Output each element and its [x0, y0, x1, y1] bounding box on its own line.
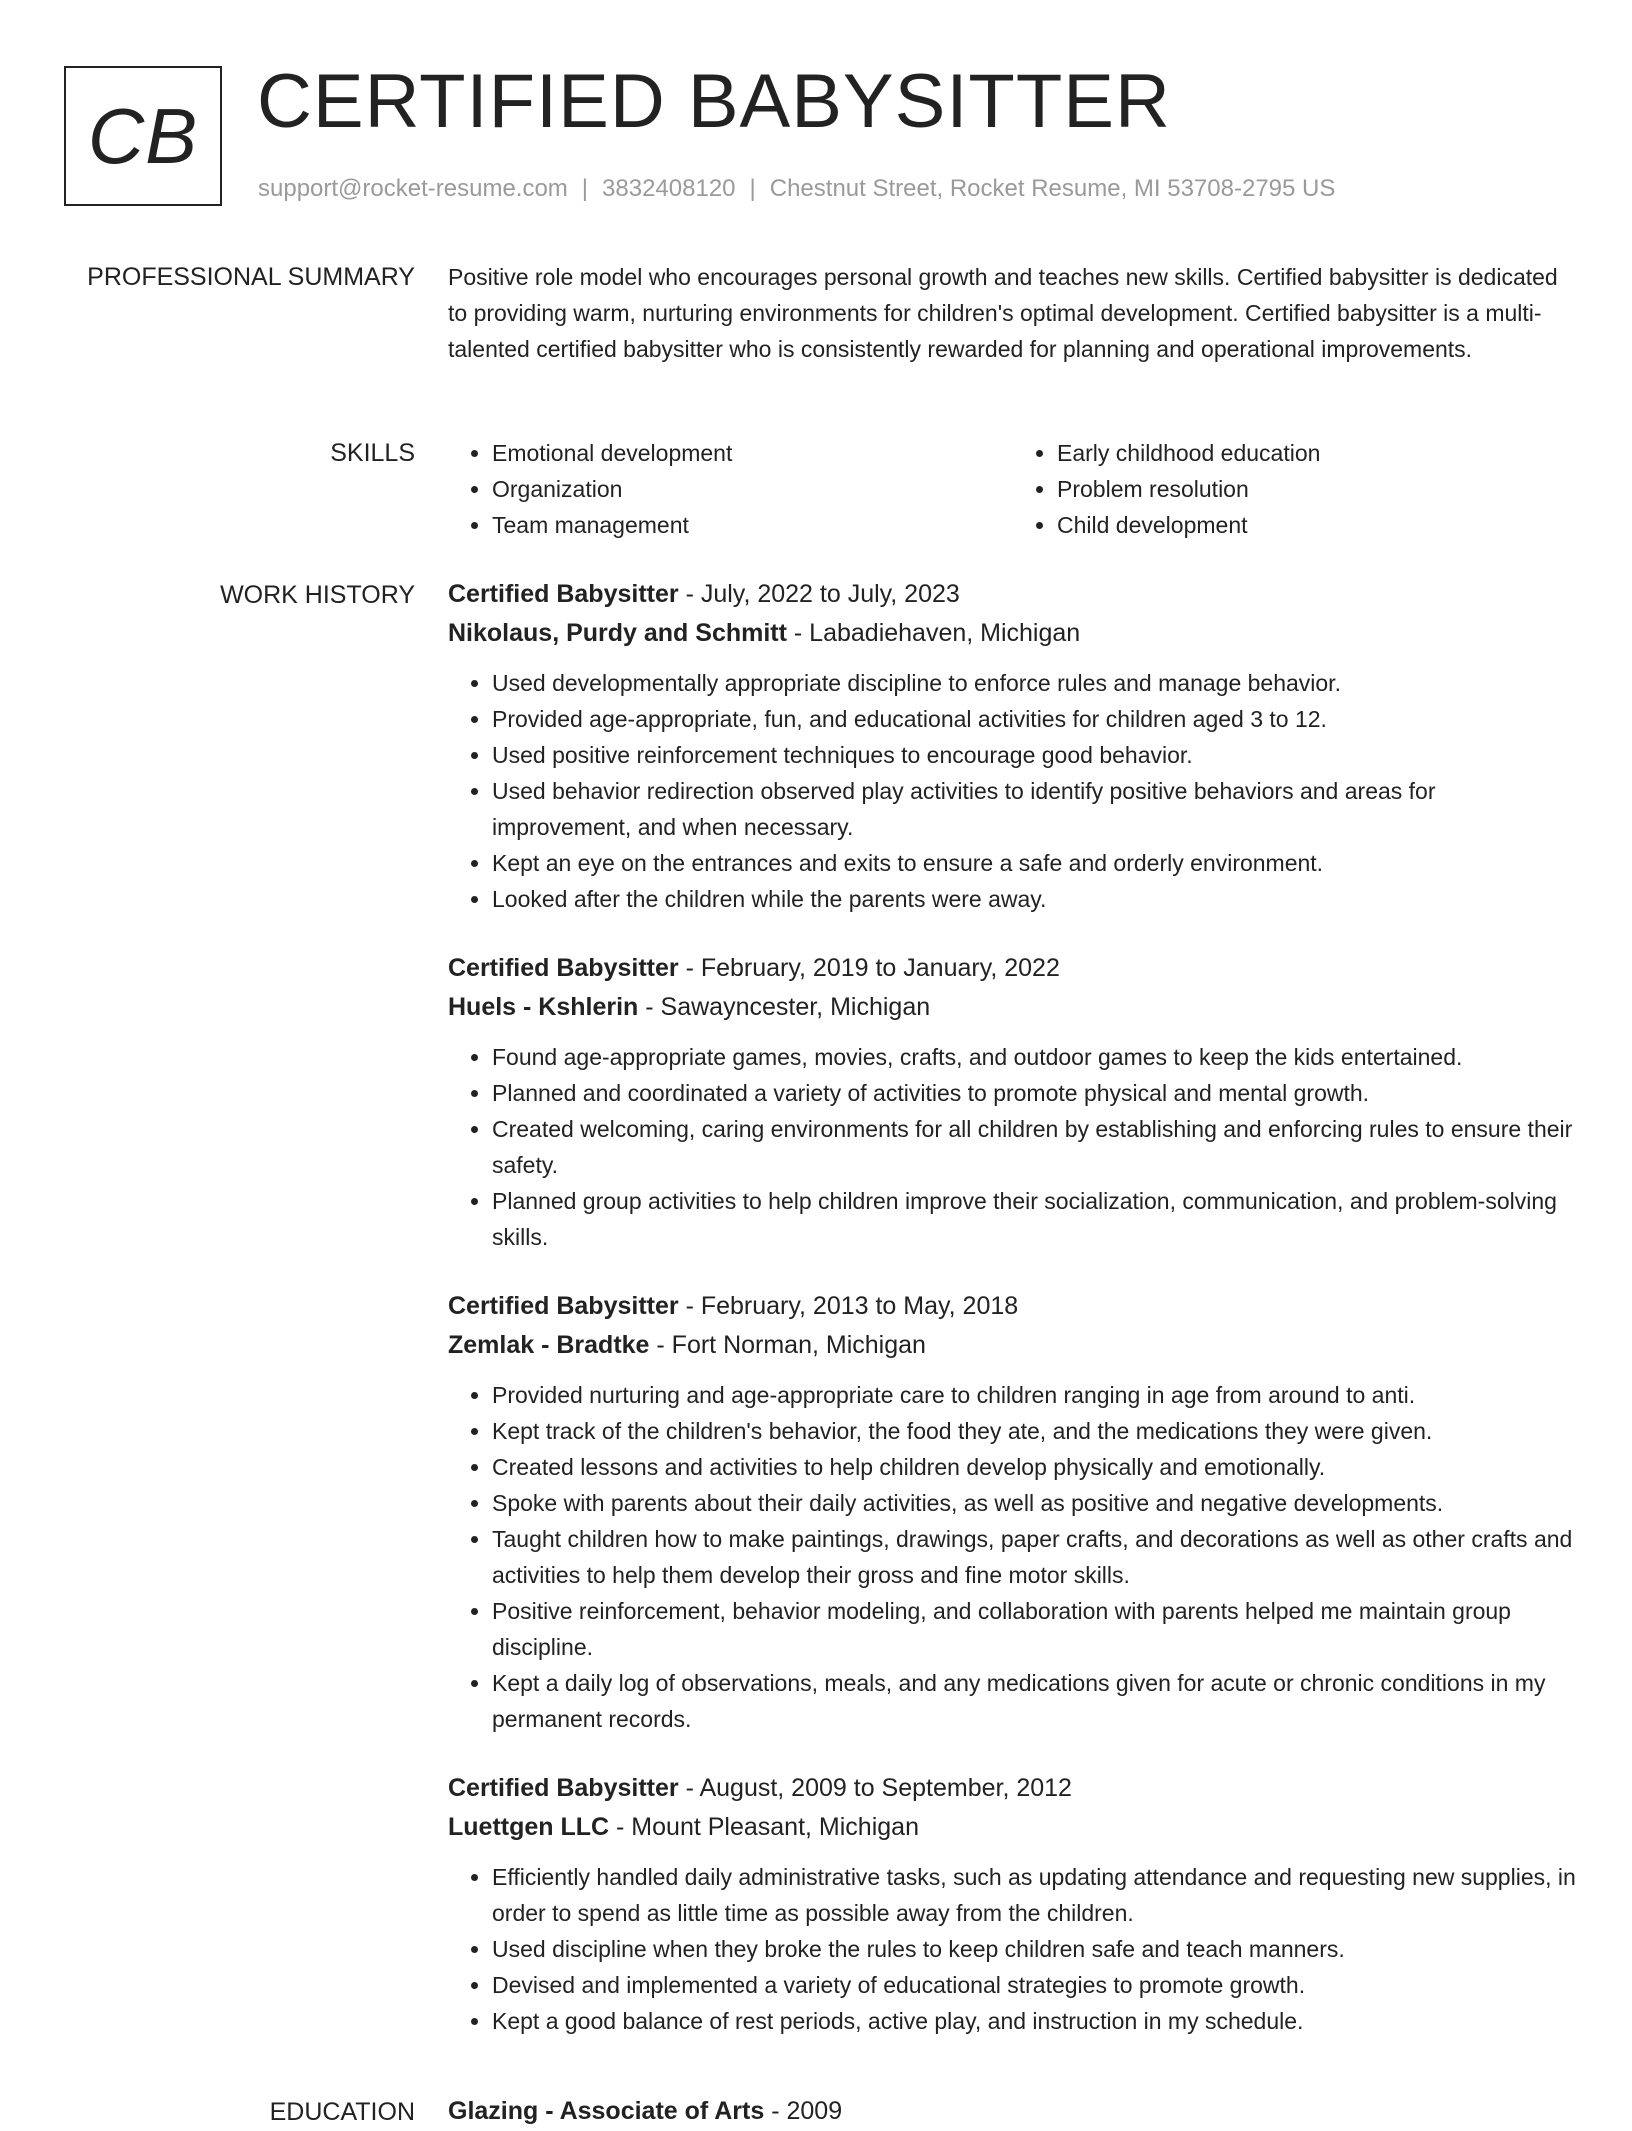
job-title: Certified Babysitter: [448, 1774, 679, 1802]
job-title: Certified Babysitter: [448, 954, 679, 982]
job-location: - Labadiehaven, Michigan: [786, 619, 1081, 647]
education-heading: EDUCATION: [269, 2098, 415, 2126]
job-title-line: [448, 1769, 1578, 1808]
job-company: Huels - Kshlerin: [448, 993, 639, 1021]
job-bullet: • Created welcoming, caring environments for all children by establishing and enforcing rules to ensure their safety.: [492, 1111, 1578, 1183]
job-company: Luettgen LLC: [448, 1813, 610, 1841]
job-dates: - February, 2013 to May, 2018: [678, 1292, 1019, 1320]
job-entry: [448, 949, 1578, 1255]
job-bullets: [448, 1039, 1578, 1255]
job-bullets: [448, 1377, 1578, 1737]
skills-section: [448, 435, 1578, 543]
skill-item: • Early childhood education: [1057, 435, 1578, 471]
job-company: Nikolaus, Purdy and Schmitt: [448, 619, 787, 647]
job-bullet: • Kept a good balance of rest periods, active play, and instruction in my schedule.: [492, 2003, 1578, 2039]
skill-item: • Team management: [492, 507, 1013, 543]
job-location: - Mount Pleasant, Michigan: [609, 1813, 919, 1841]
job-entry: [448, 1287, 1578, 1737]
job-bullet: • Planned and coordinated a variety of activities to promote physical and mental growth.: [492, 1075, 1578, 1111]
job-title-line: [448, 949, 1578, 988]
work-history-section: [448, 575, 1578, 2071]
job-bullet: • Used positive reinforcement techniques to encourage good behavior.: [492, 737, 1578, 773]
job-bullet: • Spoke with parents about their daily activities, as well as positive and negative developments.: [492, 1485, 1578, 1521]
skills-list-left: [448, 435, 1013, 543]
skill-item: • Problem resolution: [1057, 471, 1578, 507]
job-entry: [448, 575, 1578, 917]
skill-item: • Child development: [1057, 507, 1578, 543]
job-company: Zemlak - Bradtke: [448, 1331, 650, 1359]
contact-phone: 3832408120: [602, 175, 736, 202]
job-bullet: • Looked after the children while the parents were away.: [492, 881, 1578, 917]
monogram-initials: CB: [87, 92, 199, 180]
contact-separator: |: [581, 175, 589, 202]
job-bullet: • Kept track of the children's behavior, the food they ate, and the medications they were given.: [492, 1413, 1578, 1449]
skill-item: • Organization: [492, 471, 1013, 507]
work-history-heading: WORK HISTORY: [220, 581, 415, 609]
job-bullets: [448, 665, 1578, 917]
contact-line: [258, 174, 1335, 204]
job-bullet: • Kept an eye on the entrances and exits to ensure a safe and orderly environment.: [492, 845, 1578, 881]
job-dates: - August, 2009 to September, 2012: [678, 1774, 1072, 1802]
monogram-box: [64, 66, 222, 206]
job-company-line: [448, 988, 1578, 1027]
education-year: - 2009: [764, 2097, 843, 2125]
skills-heading: SKILLS: [330, 439, 415, 467]
job-bullet: • Created lessons and activities to help children develop physically and emotionally.: [492, 1449, 1578, 1485]
job-title: Certified Babysitter: [448, 580, 679, 608]
job-bullet: • Found age-appropriate games, movies, crafts, and outdoor games to keep the kids entertained.: [492, 1039, 1578, 1075]
education-school: Glazing - Associate of Arts: [448, 2097, 765, 2125]
job-title: Certified Babysitter: [448, 1292, 679, 1320]
job-bullet: • Provided nurturing and age-appropriate care to children ranging in age from around to anti.: [492, 1377, 1578, 1413]
job-bullet: • Positive reinforcement, behavior modeling, and collaboration with parents helped me maintain group discipline.: [492, 1593, 1578, 1665]
job-entry: [448, 1769, 1578, 2039]
job-title-line: [448, 1287, 1578, 1326]
job-location: - Sawayncester, Michigan: [638, 993, 931, 1021]
summary-heading: PROFESSIONAL SUMMARY: [87, 263, 415, 291]
job-bullet: • Planned group activities to help children improve their socialization, communication, and problem-solving skills.: [492, 1183, 1578, 1255]
job-title-line: [448, 575, 1578, 614]
skills-list-right: [1013, 435, 1578, 543]
summary-text: Positive role model who encourages personal growth and teaches new skills. Certified babysitter is dedicated to providing warm, nurturing environments for children's optimal development. Certified babysitter is a multi-talented certified babysitter who is consistently rewarded for planning and operational improvements.: [448, 264, 1558, 362]
job-dates: - July, 2022 to July, 2023: [678, 580, 960, 608]
job-bullet: • Used behavior redirection observed play activities to identify positive behaviors and areas for improvement, and when necessary.: [492, 773, 1578, 845]
summary-section: [448, 259, 1578, 367]
job-dates: - February, 2019 to January, 2022: [678, 954, 1060, 982]
job-bullet: • Devised and implemented a variety of educational strategies to promote growth.: [492, 1967, 1578, 2003]
contact-separator: |: [749, 175, 756, 202]
job-bullet: • Provided age-appropriate, fun, and educational activities for children aged 3 to 12.: [492, 701, 1578, 737]
contact-email: support@rocket-resume.com: [258, 175, 568, 202]
skill-item: • Emotional development: [492, 435, 1013, 471]
job-location: - Fort Norman, Michigan: [649, 1331, 926, 1359]
job-bullet: • Used developmentally appropriate discipline to enforce rules and manage behavior.: [492, 665, 1578, 701]
job-company-line: [448, 1808, 1578, 1847]
job-company-line: [448, 1326, 1578, 1365]
job-bullet: • Taught children how to make paintings, drawings, paper crafts, and decorations as well as other crafts and activities to help them develop their gross and fine motor skills.: [492, 1521, 1578, 1593]
job-company-line: [448, 614, 1578, 653]
job-bullet: • Kept a daily log of observations, meals, and any medications given for acute or chronic conditions in my permanent records.: [492, 1665, 1578, 1737]
job-bullets: [448, 1859, 1578, 2039]
contact-address: Chestnut Street, Rocket Resume, MI 53708-2795 US: [769, 175, 1336, 202]
job-bullet: • Efficiently handled daily administrative tasks, such as updating attendance and requesting new supplies, in order to spend as little time as possible away from the children.: [492, 1859, 1578, 1931]
job-bullet: • Used discipline when they broke the rules to keep children safe and teach manners.: [492, 1931, 1578, 1967]
resume-name: CERTIFIED BABYSITTER: [257, 59, 1171, 144]
